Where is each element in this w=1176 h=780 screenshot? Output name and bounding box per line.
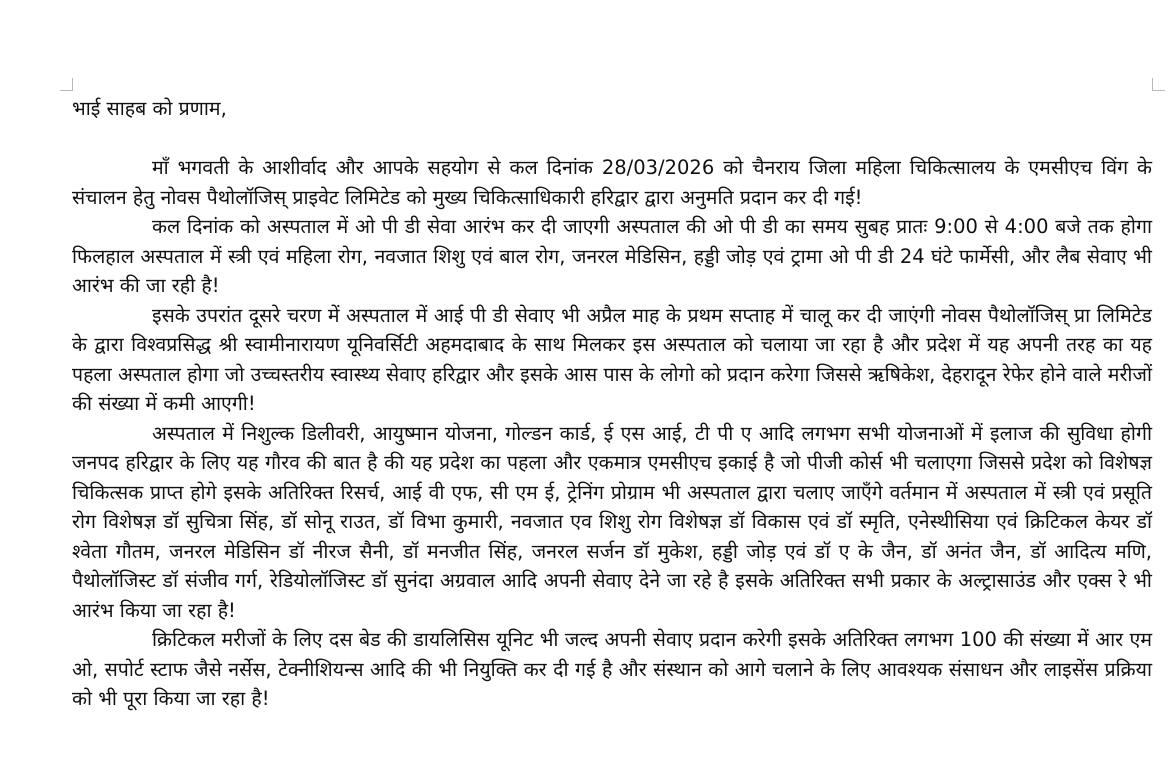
margin-corner-mark-top-right — [1152, 78, 1165, 91]
margin-corner-mark-top-left — [60, 78, 73, 91]
paragraph-ipd-services: इसके उपरांत दूसरे चरण में अस्पताल में आई पी डी सेवाए भी अप्रैल माह के प्रथम सप्ताह में चालू कर दी जाएंगी नोवस पैथोलॉजिस् प्रा लिमिटेड के द्वारा विश्वप्रसिद्ध श्री स्वामीनारायण यूनिवर्सिटी अहमदाबाद के साथ मिलकर इस अस्पताल को चलाया जा रहा है और प्रदेश में यह अपनी तरह का यह पहला अस्पताल होगा जो उच्चस्तरीय स्वास्थ्य सेवाए हरिद्वार और इसके आस पास के लोगो को प्रदान करेगा जिससे ऋषिकेश, देहरादून रेफेर होने वाले मरीजों की संख्या में कमी आएगी! — [72, 303, 1152, 415]
paragraph-opd-services: कल दिनांक को अस्पताल में ओ पी डी सेवा आरंभ कर दी जाएगी अस्पताल की ओ पी डी का समय सुबह प्रातः 9:00 से 4:00 बजे तक होगा फिलहाल अस्पताल में स्त्री एवं महिला रोग, नवजात शिशु एवं बाल रोग, जनरल मेडिसिन, हड्डी जोड़ एवं ट्रामा ओ पी डी 24 घंटे फार्मेसी, और लैब सेवाए भी आरंभ की जा रही है! — [72, 215, 1152, 297]
paragraph-schemes-and-doctors: अस्पताल में निशुल्क डिलीवरी, आयुष्मान योजना, गोल्डन कार्ड, ई एस आई, टी पी ए आदि लगभग सभी योजनाओं में इलाज की सुविधा होगी जनपद हरिद्वार के लिए यह गौरव की बात है की यह प्रदेश का पहला और एकमात्र एमसीएच इकाई है जो पीजी कोर्स भी चलाएगा जिससे प्रदेश को विशेषज्ञ चिकित्सक प्राप्त होगे इसके अतिरिक्त रिसर्च, आई वी एफ, सी एम ई, ट्रेनिंग प्रोग्राम भी अस्पताल द्वारा चलाए जाएँगे वर्तमान में अस्पताल में स्त्री एवं प्रसूति रोग विशेषज्ञ डॉ सुचित्रा सिंह, डॉ सोनू राउत, डॉ विभा कुमारी, नवजात एव शिशु रोग विशेषज्ञ डॉ विकास एवं डॉ स्मृति, एनेस्थीसिया एवं क्रिटिकल केयर डॉ श्वेता गौतम, जनरल मेडिसिन डॉ नीरज सैनी, डॉ मनजीत सिंह, जनरल सर्जन डॉ मुकेश, हड्डी जोड़ एवं डॉ ए के जैन, डॉ अनंत जैन, डॉ आदित्य मणि, पैथोलॉजिस्ट डॉ संजीव गर्ग, रेडियोलॉजिस्ट डॉ सुनंदा अग्रवाल आदि अपनी सेवाए देने जा रहे है इसके अतिरिक्त सभी प्रकार के अल्ट्रासाउंड और एक्स रे भी आरंभ किया जा रहा है! — [72, 421, 1152, 622]
letter-body — [72, 94, 1152, 714]
paragraph-dialysis-and-staff: क्रिटिकल मरीजों के लिए दस बेड की डायलिसिस यूनिट भी जल्द अपनी सेवाए प्रदान करेगी इसके अतिरिक्त लगभग 100 की संख्या में आर एम ओ, सपोर्ट स्टाफ जैसे नर्सेस, टेक्नीशियन्स आदि की भी नियुक्ति कर दी गई है और संस्थान को आगे चलाने के लिए आवश्यक संसाधन और लाइसेंस प्रक्रिया को भी पूरा किया जा रहा है! — [72, 628, 1152, 710]
salutation: भाई साहब को प्रणाम, — [72, 97, 227, 120]
paragraph-approval: माँ भगवती के आशीर्वाद और आपके सहयोग से कल दिनांक 28/03/2026 को चैनराय जिला महिला चिकित्सालय के एमसीएच विंग के संचालन हेतु नोवस पैथोलॉजिस् प्राइवेट लिमिटेड को मुख्य चिकित्साधिकारी हरिद्वार द्वारा अनुमति प्रदान कर दी गई! — [72, 156, 1152, 209]
